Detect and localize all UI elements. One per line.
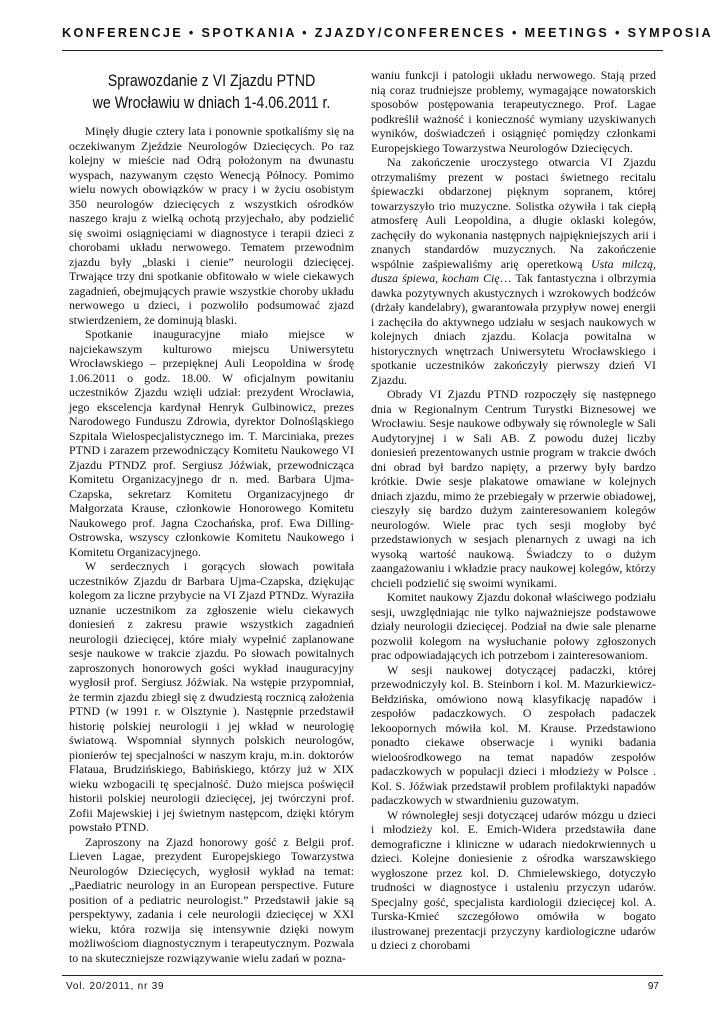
- paragraph-text: Na zakończenie uroczystego otwarcia VI Zjazdu otrzymaliśmy prezent w postaci świetnego recitalu śpiewaczki obdarzonej pięknym sopranem, której towarzyszyło trio muzyczne. Solistka ożywiła i tak ciepłą atmosferę Auli Leopoldina, a długie oklaski kolegów, zachęciły do wykonania następnych najpiękniejszych arii i znanych standardów muzycznych. Na zakończenie wspólnie zaśpiewaliśmy arię operetkową: [371, 155, 656, 271]
- italic-quote: Usta milczą, dusza śpiewa, kocham Cię: [371, 256, 656, 285]
- paragraph: Minęły długie cztery lata i ponownie spotkaliśmy się na oczekiwanym Zjeździe Neurologów Dziecięcych. Po raz kolejny w mieście nad Odrą położonym na dwunastu wyspach, nazywanym często Wenecją Północy. Pomimo wielu nowych obowiązków w pracy i w życiu osobistym 350 neurologów dziecięcych z wszystkich ośrodków naszego kraju z wielką ochotą przyjechało, aby podzielić się swoimi osiągnięciami w diagnostyce i terapii dzieci z chorobami układu nerwowego. Tematem przewodnim zjazdu były „blaski i cienie” neurologii dziecięcej. Trwające trzy dni spotkanie obfitowało w wiele ciekawych zagadnień, obejmujących prawie wszystkie choroby układu nerwowego u dzieci, i pozwoliło podsumować zjazd stwierdzeniem, że dominują blaski.: [69, 124, 354, 327]
- page-number: 97: [647, 981, 659, 992]
- paragraph-text: … Tak fantastyczna i olbrzymia dawka pozytywnych akustycznych i wzrokowych bodźców (drżały kandelabry), gwarantowała przypływ nowej energii i zachęciła do aktywnego udziału w sesjach naukowych w kolejnych dniach zjazdu. Kolacja powitalna w historycznych wnętrzach Uniwersytetu Wrocławskiego i spotkanie uczestników zakończyły pierwszy dzień VI Zjazdu.: [371, 271, 656, 387]
- volume-info: Vol. 20/2011, nr 39: [66, 981, 165, 992]
- paragraph: W serdecznych i gorących słowach powitała uczestników Zjazdu dr Barbara Ujma-Czapska, dziękując kolegom za liczne przybycie na VI Zjazd PTNDz. Wyraziła uznanie uczestnikom za zgłoszenie wielu ciekawych doniesień z zakresu prawie wszystkich zagadnień neurologii dziecięcej, które miały wypełnić zaplanowane sesje naukowe w trakcie zjazdu. Po słowach powitalnych zaproszonych honorowych gości wykład inauguracyjny wygłosił prof. Sergiusz Jóźwiak. Na wstępie przypomniał, że termin zjazdu zbiegł się z dwudziestą rocznicą założenia PTND (w 1991 r. w Olsztynie ). Następnie przedstawił historię polskiej neurologii i jej wkład w neurologię światową. Wspomniał słynnych polskich neurologów, pionierów tej specjalności w naszym kraju, m.in. doktorów Flataua, Brudzińskiego, Babińskiego, którzy już w XIX wieku wzbogacili tę specjalność. Dużo miejsca poświęcił historii polskiej neurologii dziecięcej, jej twórczyni prof. Zofii Majewskiej i jej świetnym następcom, dzięki którym powstało PTND.: [69, 559, 354, 834]
- article-title: [89, 70, 334, 114]
- paragraph: Obrady VI Zjazdu PTND rozpoczęły się następnego dnia w Regionalnym Centrum Turystki Biznesowej we Wrocławiu. Sesje naukowe odbywały się równolegle w Sali Audytoryjnej i w Sali AB. Z powodu dużej liczby doniesień prezentowanych ustnie program w trakcie dwóch dni obrad był bardzo napięty, a przerwy były bardzo krótkie. Dwie sesje plakatowe omawiane w kolejnych dniach zjazdu, mimo że przebiegały w przerwie obiadowej, cieszyły się bardzo dużym zainteresowaniem kolegów neurologów. Wiele prac tych sesji mogłoby być przedstawionych w sesjach plenarnych z uwagi na ich wysoką wartość naukową. Świadczy to o dużym zaangażowaniu i wkładzie pracy naukowej kolegów, którzy chcieli podzielić się swoimi wynikami.: [371, 387, 656, 590]
- paragraph: Spotkanie inauguracyjne miało miejsce w najciekawszym kulturowo miejscu Uniwersytetu Wrocławskiego – przepięknej Auli Leopoldina w środę 1.06.2011 o godz. 18.00. W oficjalnym powitaniu uczestników Zjazdu wzięli udział: prezydent Wrocławia, jego ekscelencja kardynał Henryk Gulbinowicz, prezes Narodowego Funduszu Zdrowia, dyrektor Dolnośląskiego Szpitala Wielospecjalistycznego im. T. Marciniaka, prezes PTND i zarazem przewodniczący Komitetu Naukowego VI Zjazdu PTNDZ prof. Sergiusz Jóźwiak, przewodnicząca Komitetu Organizacyjnego dr n. med. Barbara Ujma-Czapska, sekretarz Komitetu Organizacyjnego dr Małgorzata Krause, członkowie Honorowego Komitetu Naukowego prof. Jagna Czochańska, prof. Ewa Dilling-Ostrowska, wszyscy członkowie Komitetu Naukowego i Komitetu Organizacyjnego.: [69, 327, 354, 559]
- paragraph: Zaproszony na Zjazd honorowy gość z Belgii prof. Lieven Lagae, prezydent Europejskiego Towarzystwa Neurologów Dziecięcych, wygłosił wykład na temat: „Paediatric neurology in an European perspective. Future position of a pediatric neurologist.” Przedstawił jakie są perspektywy, zadania i cele neurologii dziecięcej w XXI wieku, która rozwija się intensywnie dzięki nowym możliwościom diagnostycznym i terapeutycznym. Pozwala to na skuteczniejsze rozwiązywanie wielu zadań w pozna-: [69, 834, 354, 965]
- right-column: [371, 68, 656, 953]
- paragraph: W równoległej sesji dotyczącej udarów mózgu u dzieci i młodzieży kol. E. Emich-Widera przedstawiła dane demograficzne i kliniczne w udarach niedokrwiennych u dzieci. Kolejne doniesienie z ośrodka warszawskiego wygłoszone przez kol. D. Chmielewskiego, dotyczyło trudności w diagnostyce i ustaleniu przyczyn udarów. Specjalny gość, specjalista kardiologii dziecięcej kol. A. Turska-Kmieć szczegółowo omówiła w bogato ilustrowanej prezentacji przyczyny kardiologiczne udarów u dzieci z chorobami: [371, 807, 656, 952]
- paragraph: W sesji naukowej dotyczącej padaczki, której przewodniczyły kol. B. Steinborn i kol. M. Mazurkiewicz-Bełdzińska, omówiono nową klasyfikację napadów i zespołów padaczkowych. O zespołach padaczek lekoopornych mówiła kol. M. Krause. Przedstawiono ponadto ciekawe obserwacje i wyniki badania wieloośrodkowego na temat napadów zespołów padaczkowych w populacji dzieci i młodzieży w Polsce . Kol. S. Jóźwiak przedstawił problem profilaktyki napadów padaczkowych w stwardnieniu guzowatym.: [371, 662, 656, 807]
- left-column: [69, 68, 354, 965]
- paragraph-with-italic: [371, 155, 656, 387]
- paragraph: Komitet naukowy Zjazdu dokonał właściwego podziału sesji, uwzględniając nie tylko najważniejsze podstawowe działy neurologii dziecięcej. Podział na dwie sale plenarne pozwolił kolegom na wysłuchanie połowy zgłoszonych prac odpowiadających ich potrzebom i zainteresowaniom.: [371, 590, 656, 662]
- article-title-line-1: Sprawozdanie z VI Zjazdu PTND: [107, 72, 316, 90]
- page-footer: [62, 975, 663, 992]
- running-header: [62, 10, 713, 51]
- paragraph-continuation: waniu funkcji i patologii układu nerwowego. Stają przed nią coraz trudniejsze problemy, wymagające nowatorskich sposobów postępowania terapeutycznego. Prof. Lagae podkreślił ważność i konieczność wymiany uzyskiwanych wyników, doświadczeń i osiągnięć pomiędzy członkami Europejskiego Towarzystwa Neurologów Dziecięcych.: [371, 68, 656, 155]
- running-title: KONFERENCJE • SPOTKANIA • ZJAZDY/CONFERENCES • MEETINGS • SYMPOSIA: [62, 26, 713, 40]
- article-title-line-2: we Wrocławiu w dniach 1-4.06.2011 r.: [92, 94, 331, 112]
